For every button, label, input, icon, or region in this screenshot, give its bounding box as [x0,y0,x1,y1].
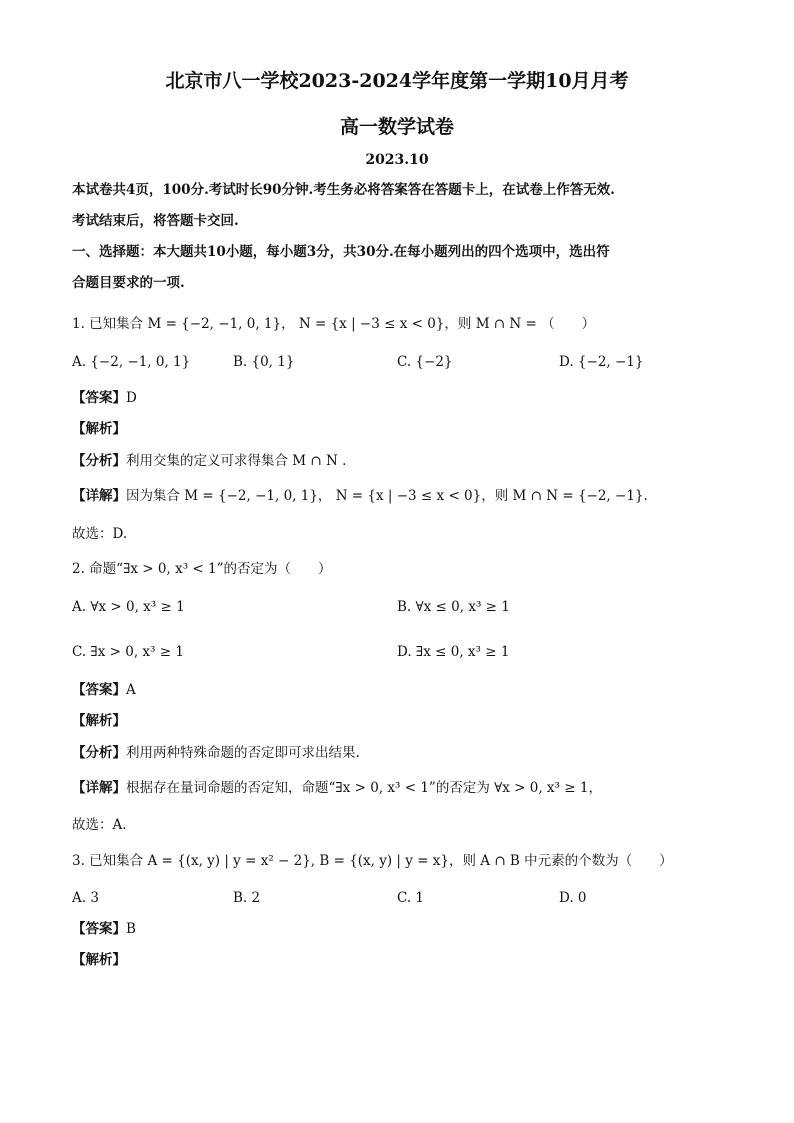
q2-answer-row [72,684,136,698]
q1-stem: 1. 已知集合 M = {−2, −1, 0, 1}， N = {x | −3 ≤ x < 0}，则 M ∩ N = （ ） [72,316,596,332]
q2-option-b: B. ∀x ≤ 0, x³ ≥ 1 [397,599,510,615]
q2-answer-label: 【答案】 [72,682,126,698]
q3-answer-label: 【答案】 [72,921,126,937]
q2-xiangjie-row [72,782,602,796]
q2-answer-value: A [126,682,136,698]
intro-line-2: 考试结束后，将答题卡交回. [72,213,239,229]
q3-option-c: C. 1 [397,890,425,906]
q2-choice: 故选：A. [72,817,127,833]
q2-xiangjie-label: 【详解】 [72,780,126,796]
q1-option-c: C. {−2} [397,354,453,370]
q3-answer-row [72,923,136,937]
q1-answer-label: 【答案】 [72,390,126,406]
q1-answer-row [72,392,137,406]
q2-option-c: C. ∃x > 0, x³ ≥ 1 [72,644,184,660]
q1-fenxi-row [72,455,346,469]
q1-option-a: A. {−2, −1, 0, 1} [72,354,191,370]
q3-analysis-row [72,954,126,968]
q2-analysis-row [72,715,126,729]
section-heading-line-1: 一、选择题：本大题共10小题，每小题3分，共30分.在每小题列出的四个选项中，选出符 [72,244,610,260]
q1-answer-value: D [126,390,137,406]
q3-analysis-label: 【解析】 [72,952,126,968]
q2-fenxi-row [72,747,360,761]
q3-option-a: A. 3 [72,890,99,906]
exam-subtitle: 高一数学试卷 [339,116,454,138]
q3-stem: 3. 已知集合 A = {(x, y) | y = x² − 2}, B = {(x, y) | y = x}，则 A ∩ B 中元素的个数为（ ） [72,853,673,869]
q2-stem: 2. 命题“∃x > 0, x³ < 1”的否定为（ ） [72,561,332,577]
q1-fenxi-text: 利用交集的定义可求得集合 M ∩ N . [126,453,347,469]
q1-xiangjie-label: 【详解】 [72,488,126,504]
q3-answer-value: B [126,921,136,937]
exam-title: 北京市八一学校2023-2024学年度第一学期10月月考 [165,70,629,92]
q2-xiangjie-text: 根据存在量词命题的否定知，命题“∃x > 0, x³ < 1”的否定为 ∀x > 0, x³ ≥ 1， [126,780,602,796]
q2-option-a: A. ∀x > 0, x³ ≥ 1 [72,599,185,615]
q1-option-d: D. {−2, −1} [559,354,644,370]
section-heading-line-2: 合题目要求的一项. [72,275,185,291]
q2-fenxi-label: 【分析】 [72,745,126,761]
q2-fenxi-text: 利用两种特殊命题的否定即可求出结果. [126,745,360,761]
q2-analysis-label: 【解析】 [72,713,126,729]
q1-xiangjie-text: 因为集合 M = {−2, −1, 0, 1}， N = {x | −3 ≤ x < 0}，则 M ∩ N = {−2, −1}. [126,488,648,504]
q1-analysis-row [72,423,126,437]
q3-option-b: B. 2 [233,890,261,906]
q1-fenxi-label: 【分析】 [72,453,126,469]
q1-choice: 故选：D. [72,526,128,542]
q3-option-d: D. 0 [559,890,587,906]
exam-date: 2023.10 [365,152,429,168]
intro-line-1: 本试卷共4页，100分.考试时长90分钟.考生务必将答案答在答题卡上，在试卷上作答无效. [72,182,615,198]
q1-analysis-label: 【解析】 [72,421,126,437]
q1-xiangjie-row [72,490,648,504]
q1-option-b: B. {0, 1} [233,354,295,370]
q2-option-d: D. ∃x ≤ 0, x³ ≥ 1 [397,644,510,660]
